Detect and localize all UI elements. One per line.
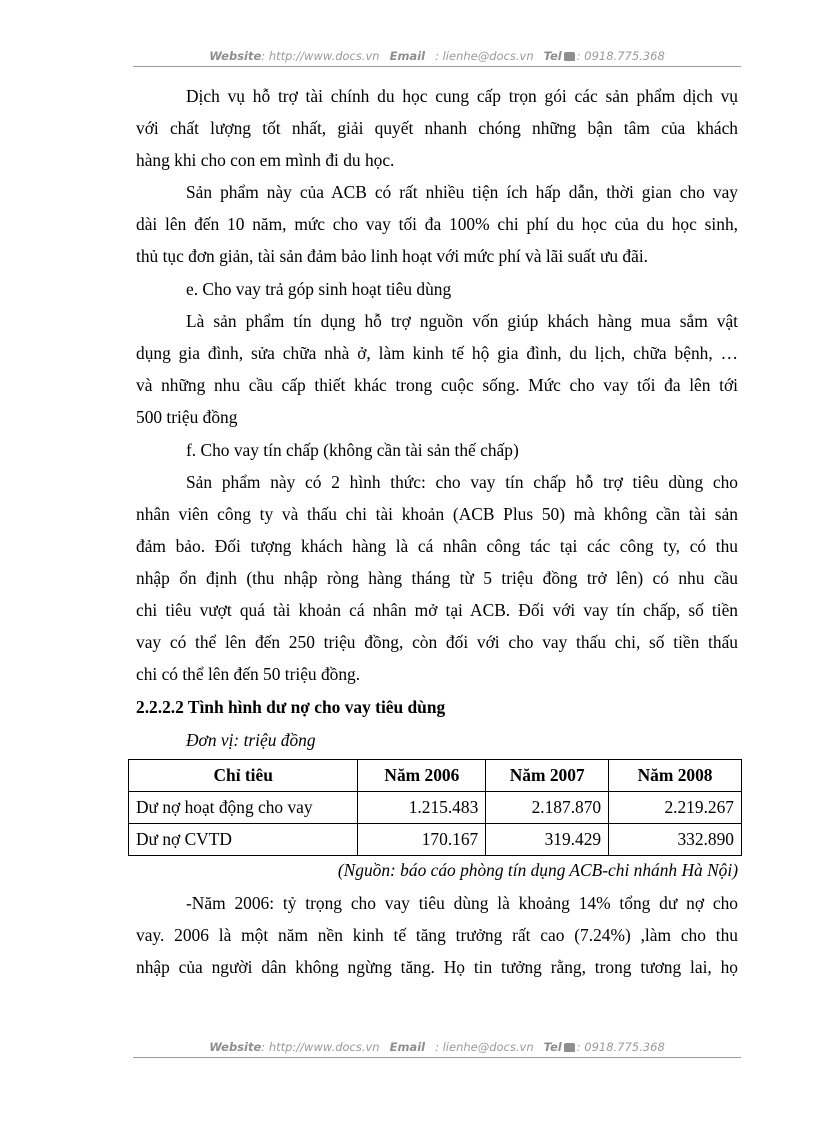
p4-line-7: chi có thể lên đến 50 triệu đồng. <box>136 664 361 684</box>
footer-website-value: : http://www.docs.vn <box>261 1040 380 1054</box>
header-email-value: : lienhe@docs.vn <box>435 49 534 63</box>
p1-line-2: với chất lượng tốt nhất, giải quyết nhanh chóng những bận tâm của khách <box>136 118 738 138</box>
table-header-cell: Năm 2008 <box>609 760 742 792</box>
p4-line-1: Sản phẩm này có 2 hình thức: cho vay tín chấp hỗ trợ tiêu dùng cho <box>186 472 738 492</box>
table-header-cell: Chỉ tiêu <box>129 760 358 792</box>
header-tel-label: Tel <box>543 49 562 63</box>
heading-f: f. Cho vay tín chấp (không cần tài sản thế chấp) <box>186 440 519 460</box>
footer-tel-value: : 0918.775.368 <box>576 1040 665 1054</box>
table-row <box>129 824 742 856</box>
heading-e: e. Cho vay trả góp sinh hoạt tiêu dùng <box>186 279 452 299</box>
phone-icon <box>564 52 575 61</box>
p5-line-2: vay. 2006 là một năm nền kinh tế tăng trưởng rất cao (7.24%) ,làm cho thu <box>136 925 738 945</box>
p4-line-2: nhân viên công ty và thấu chi tài khoản (ACB Plus 50) mà không cần tài sản <box>136 504 738 524</box>
p2-line-1: Sản phẩm này của ACB có rất nhiều tiện ích hấp dẫn, thời gian cho vay <box>186 182 738 202</box>
table-cell: Dư nợ CVTD <box>129 824 358 856</box>
p2-line-2: dài lên đến 10 năm, mức cho vay tối đa 100% chi phí du học của du học sinh, <box>136 214 738 234</box>
p5-line-1: -Năm 2006: tỷ trọng cho vay tiêu dùng là khoảng 14% tổng dư nợ cho <box>186 893 738 913</box>
header-website-label: Website <box>209 49 262 63</box>
phone-icon <box>564 1043 575 1052</box>
p4-line-4: nhập ổn định (thu nhập ròng hàng tháng từ 5 triệu đồng trở lên) có nhu cầu <box>136 568 738 588</box>
p2-line-3: thủ tục đơn giản, tài sản đảm bảo linh hoạt với mức phí và lãi suất ưu đãi. <box>136 246 649 266</box>
footer-email-label: Email <box>389 1040 426 1054</box>
footer-tel-label: Tel <box>543 1040 562 1054</box>
source-note: (Nguồn: báo cáo phòng tín dụng ACB-chi nhánh Hà Nội) <box>337 860 738 880</box>
p5-line-3: nhập của người dân không ngừng tăng. Họ tin tưởng rằng, trong tương lai, họ <box>136 957 738 977</box>
p4-line-6: vay có thể lên đến 250 triệu đồng, còn đối với cho vay thấu chi, số tiền thấu <box>136 632 738 652</box>
table-header-cell: Năm 2006 <box>358 760 486 792</box>
section-title: 2.2.2.2 Tình hình dư nợ cho vay tiêu dùng <box>136 697 446 717</box>
table-cell: 170.167 <box>358 824 486 856</box>
page-header <box>133 46 741 67</box>
debt-table <box>128 759 742 856</box>
p3-line-3: và những nhu cầu cấp thiết khác trong cuộc sống. Mức cho vay tối đa lên tới <box>136 375 738 395</box>
table-row <box>129 792 742 824</box>
table-cell: 319.429 <box>486 824 609 856</box>
p3-line-2: dụng gia đình, sửa chữa nhà ở, làm kinh tế hộ gia đình, du lịch, chữa bệnh, … <box>136 343 738 363</box>
table-cell: 2.187.870 <box>486 792 609 824</box>
p3-line-1: Là sản phẩm tín dụng hỗ trợ nguồn vốn giúp khách hàng mua sắm vật <box>186 311 738 331</box>
header-email-label: Email <box>389 49 426 63</box>
header-website-value: : http://www.docs.vn <box>261 49 380 63</box>
table-cell: Dư nợ hoạt động cho vay <box>129 792 358 824</box>
table-cell: 2.219.267 <box>609 792 742 824</box>
header-tel-value: : 0918.775.368 <box>576 49 665 63</box>
unit-note: Đơn vị: triệu đồng <box>186 730 316 750</box>
p1-line-1: Dịch vụ hỗ trợ tài chính du học cung cấp trọn gói các sản phẩm dịch vụ <box>186 86 738 106</box>
p4-line-3: đảm bảo. Đối tượng khách hàng là cá nhân công tác tại các công ty, có thu <box>136 536 738 556</box>
table-cell: 1.215.483 <box>358 792 486 824</box>
p4-line-5: chi tiêu vượt quá tài khoản cá nhân mở tại ACB. Đối với vay tín chấp, số tiền <box>136 600 738 620</box>
page-footer <box>133 1037 741 1058</box>
p3-line-4: 500 triệu đồng <box>136 407 238 427</box>
p1-line-3: hàng khi cho con em mình đi du học. <box>136 150 395 170</box>
footer-email-value: : lienhe@docs.vn <box>435 1040 534 1054</box>
table-header-cell: Năm 2007 <box>486 760 609 792</box>
table-header-row <box>129 760 742 792</box>
footer-website-label: Website <box>209 1040 262 1054</box>
table-cell: 332.890 <box>609 824 742 856</box>
